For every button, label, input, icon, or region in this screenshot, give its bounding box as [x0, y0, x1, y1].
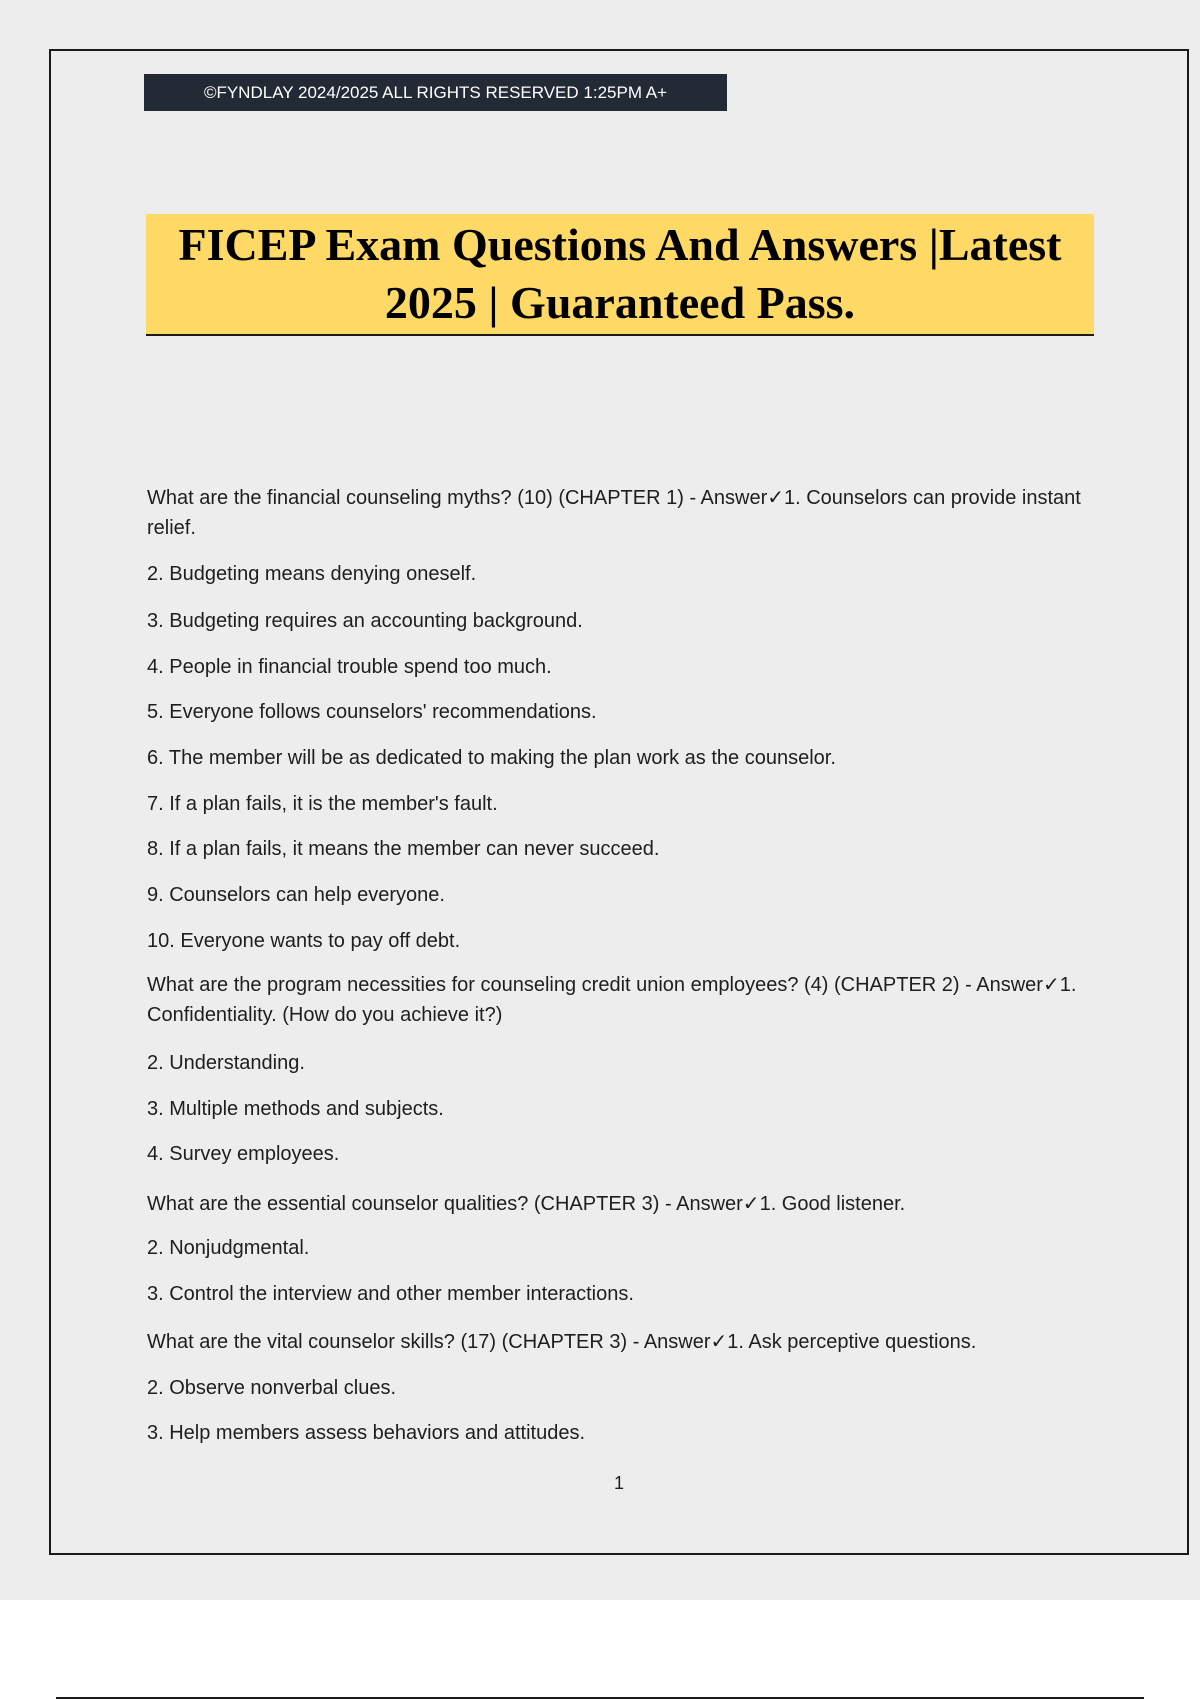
document-page: [49, 49, 1189, 1555]
document-title: [179, 216, 1062, 332]
title-line-2: 2025 | Guaranteed Pass.: [384, 277, 856, 328]
answer-line: 10. Everyone wants to pay off debt.: [147, 930, 461, 952]
answer-line: 3. Help members assess behaviors and attitudes.: [147, 1422, 585, 1444]
answer-line: 6. The member will be as dedicated to making the plan work as the counselor.: [147, 747, 836, 769]
answer-line: 8. If a plan fails, it means the member can never succeed.: [147, 838, 660, 860]
answer-line: 2. Budgeting means denying oneself.: [147, 563, 477, 585]
question-program-necessities: What are the program necessities for counseling credit union employees? (4) (CHAPTER 2) - Answer✓1. Confidentiality. (How do you achieve it?): [147, 974, 1077, 1026]
answer-line: 3. Budgeting requires an accounting background.: [147, 610, 583, 632]
copyright-banner: ©FYNDLAY 2024/2025 ALL RIGHTS RESERVED 1:25PM A+: [144, 74, 727, 111]
answer-line: 2. Nonjudgmental.: [147, 1237, 310, 1259]
answer-line: 3. Control the interview and other member interactions.: [147, 1283, 634, 1305]
answer-line: 2. Understanding.: [147, 1052, 305, 1074]
answer-line: 9. Counselors can help everyone.: [147, 884, 445, 906]
answer-line: 4. People in financial trouble spend too much.: [147, 656, 552, 678]
question-financial-myths: What are the financial counseling myths? (10) (CHAPTER 1) - Answer✓1. Counselors can provide instant relief.: [147, 487, 1081, 539]
question-counselor-skills: What are the vital counselor skills? (17) (CHAPTER 3) - Answer✓1. Ask perceptive questions.: [147, 1331, 977, 1353]
title-banner: [146, 214, 1094, 336]
answer-line: 4. Survey employees.: [147, 1143, 340, 1165]
answer-line: 7. If a plan fails, it is the member's fault.: [147, 793, 498, 815]
answer-line: 2. Observe nonverbal clues.: [147, 1377, 397, 1399]
answer-line: 5. Everyone follows counselors' recommendations.: [147, 701, 597, 723]
next-page-divider: [56, 1697, 1144, 1699]
page-number: 1: [613, 1473, 624, 1493]
answer-line: 3. Multiple methods and subjects.: [147, 1098, 444, 1120]
title-line-1: FICEP Exam Questions And Answers |Latest: [178, 219, 1062, 270]
question-counselor-qualities: What are the essential counselor qualities? (CHAPTER 3) - Answer✓1. Good listener.: [147, 1193, 906, 1215]
